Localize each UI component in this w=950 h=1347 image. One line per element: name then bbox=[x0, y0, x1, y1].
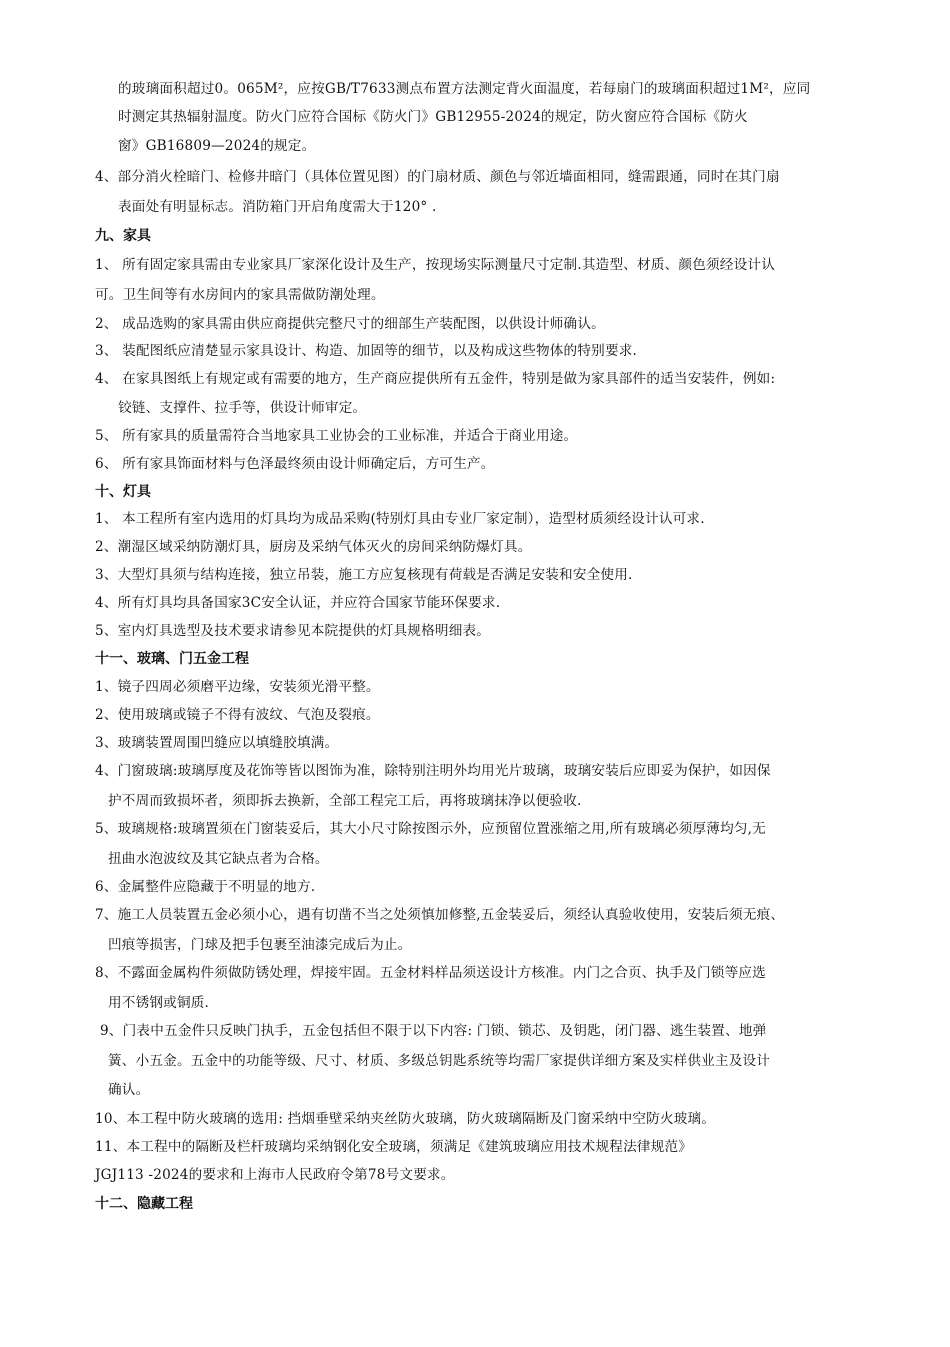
text-line: 3、玻璃装置周围凹缝应以填缝胶填满。 bbox=[95, 735, 339, 751]
text-line: 4、部分消火栓暗门、检修井暗门（具体位置见图）的门扇材质、颜色与邻近墙面相同，缝需跟通，同时在其门扇 bbox=[95, 169, 780, 185]
text-line: 1、 所有固定家具需由专业家具厂家深化设计及生产，按现场实际测量尺寸定制.其造型、材质、颜色须经设计认 bbox=[95, 257, 775, 273]
text-line: 9、门表中五金件只反映门执手，五金包括但不限于以下内容: 门锁、锁芯、及钥匙，闭门器、逃生装置、地弹 bbox=[100, 1023, 767, 1039]
text-line: JGJ113 -2024的要求和上海市人民政府令第78号文要求。 bbox=[95, 1167, 455, 1183]
text-line: 1、 本工程所有室内选用的灯具均为成品采购(特别灯具由专业厂家定制），造型材质须经设计认可求. bbox=[95, 511, 705, 527]
text-line: 用不锈钢或铜质. bbox=[108, 995, 210, 1011]
section-heading: 九、家具 bbox=[95, 228, 151, 244]
text-line: 确认。 bbox=[108, 1082, 150, 1098]
section-heading: 十二、隐藏工程 bbox=[95, 1196, 193, 1212]
text-line: 5、室内灯具选型及技术要求请参见本院提供的灯具规格明细表。 bbox=[95, 623, 491, 639]
text-line: 可。卫生间等有水房间内的家具需做防潮处理。 bbox=[95, 287, 385, 303]
text-line: 4、门窗玻璃:玻璃厚度及花饰等皆以图饰为准，除特别注明外均用光片玻璃，玻璃安装后应即妥为保护，如因保 bbox=[95, 763, 771, 779]
text-line: 8、不露面金属构件须做防锈处理，焊接牢固。五金材料样品须送设计方核准。内门之合页、执手及门锁等应选 bbox=[95, 965, 766, 981]
text-line: 护不周而致损坏者，须即拆去换新，全部工程完工后，再将玻璃抹净以便验收. bbox=[108, 793, 582, 809]
section-heading: 十一、玻璃、门五金工程 bbox=[95, 651, 249, 667]
text-line: 6、金属整件应隐藏于不明显的地方. bbox=[95, 879, 316, 895]
text-line: 2、潮湿区域采纳防潮灯具，厨房及采纳气体灭火的房间采纳防爆灯具。 bbox=[95, 539, 532, 555]
text-line: 2、 成品选购的家具需由供应商提供完整尺寸的细部生产装配图，以供设计师确认。 bbox=[95, 316, 605, 332]
text-line: 2、使用玻璃或镜子不得有波纹、气泡及裂痕。 bbox=[95, 707, 380, 723]
text-line: 表面处有明显标志。消防箱门开启角度需大于120° . bbox=[118, 199, 437, 215]
text-line: 凹痕等损害，门球及把手包裹至油漆完成后为止。 bbox=[108, 937, 412, 953]
text-line: 扭曲水泡波纹及其它缺点者为合格。 bbox=[108, 851, 329, 867]
text-line: 4、所有灯具均具备国家3C安全认证，并应符合国家节能环保要求. bbox=[95, 595, 501, 611]
text-line: 1、镜子四周必须磨平边缘，安装须光滑平整。 bbox=[95, 679, 380, 695]
text-line: 铰链、支撑件、拉手等，供设计师审定。 bbox=[118, 400, 367, 416]
text-line: 3、 装配图纸应清楚显示家具设计、构造、加固等的细节，以及构成这些物体的特别要求. bbox=[95, 343, 638, 359]
section-heading: 十、灯具 bbox=[95, 484, 151, 500]
text-line: 的玻璃面积超过0。065M²，应按GB/T7633测点布置方法测定背火面温度，若每扇门的玻璃面积超过1M²，应同 bbox=[118, 81, 811, 97]
text-line: 11、本工程中的隔断及栏杆玻璃均采纳钢化安全玻璃，须满足《建筑玻璃应用技术规程法律规范》 bbox=[95, 1139, 693, 1155]
text-line: 簧、小五金。五金中的功能等级、尺寸、材质、多级总钥匙系统等均需厂家提供详细方案及实样供业主及设计 bbox=[108, 1053, 771, 1069]
text-line: 6、 所有家具饰面材料与色泽最终须由设计师确定后，方可生产。 bbox=[95, 456, 495, 472]
text-line: 3、大型灯具须与结构连接，独立吊装，施工方应复核现有荷载是否满足安装和安全使用. bbox=[95, 567, 633, 583]
text-line: 5、 所有家具的质量需符合当地家具工业协会的工业标准，并适合于商业用途。 bbox=[95, 428, 578, 444]
text-line: 4、 在家具图纸上有规定或有需要的地方，生产商应提供所有五金件，特别是做为家具部件的适当安装件，例如: bbox=[95, 371, 776, 387]
text-line: 时测定其热辐射温度。防火门应符合国标《防火门》GB12955-2024的规定，防火窗应符合国标《防火 bbox=[118, 109, 748, 125]
text-line: 10、本工程中防火玻璃的选用: 挡烟垂壁采纳夹丝防火玻璃，防火玻璃隔断及门窗采纳中空防火玻璃。 bbox=[95, 1111, 716, 1127]
text-line: 5、玻璃规格:玻璃置须在门窗装妥后，其大小尺寸除按图示外，应预留位置涨缩之用,所有玻璃必须厚薄均匀,无 bbox=[95, 821, 766, 837]
text-line: 7、施工人员装置五金必须小心，遇有切凿不当之处须慎加修整,五金装妥后，须经认真验收使用，安装后须无痕、 bbox=[95, 907, 785, 923]
text-line: 窗》GB16809—2024的规定。 bbox=[118, 138, 316, 154]
